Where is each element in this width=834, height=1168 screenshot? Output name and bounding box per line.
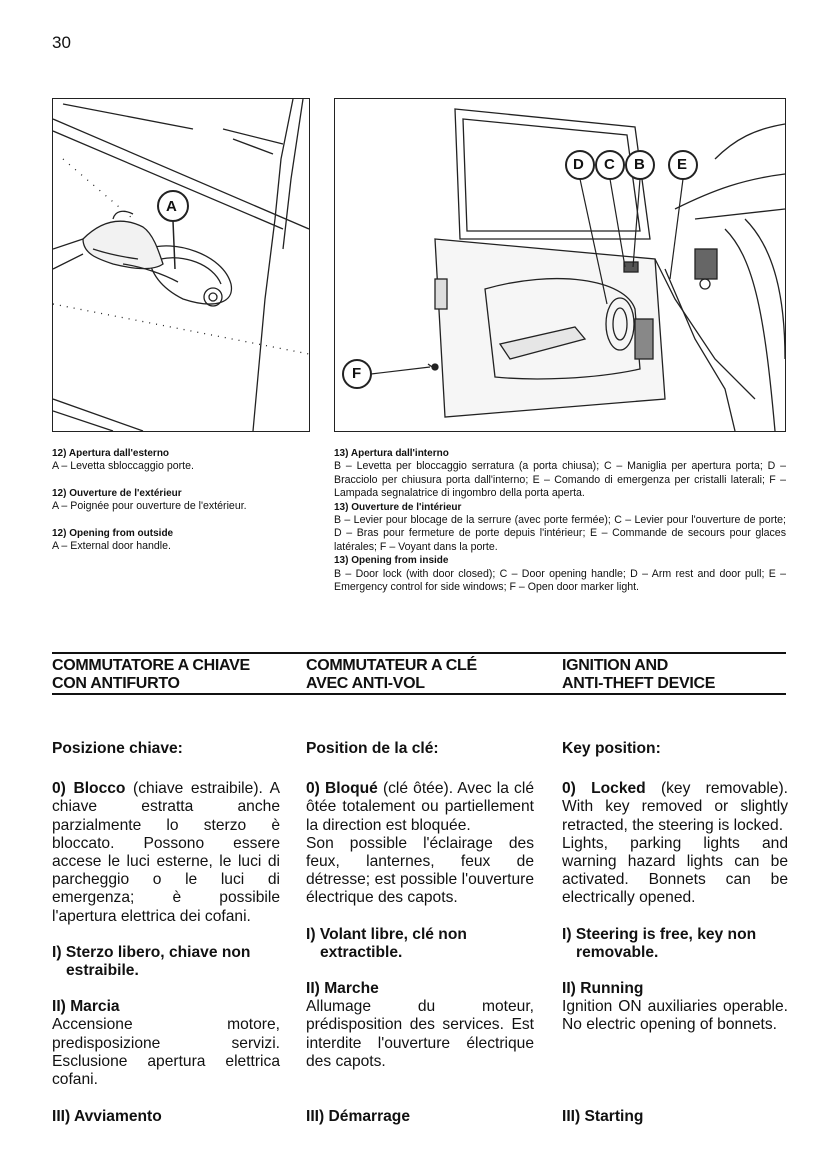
caption-13-en-heading: 13) Opening from inside (334, 555, 449, 567)
position-3-heading-fr: III) Démarrage (306, 1108, 411, 1125)
caption-12-it-heading: 12) Apertura dall'esterno (52, 448, 170, 459)
caption-12-fr-text: A – Poignée pour ouverture de l'extérieur. (52, 500, 247, 513)
position-2-heading: II) Marche (306, 980, 379, 998)
key-position-heading: Position de la clé: (306, 740, 439, 757)
column-english (562, 740, 788, 1035)
position-0-paragraph: 0) Bloqué (clé ôtée). Avec la clé ôtée totalement ou partiellement la direction est bloquée. (306, 780, 534, 834)
callout-e-label: E (677, 156, 688, 173)
position-2-text: Accensione motore, predisposizione servizi. Esclusione apertura elettrica cofani. (52, 1016, 280, 1089)
callout-c-label: C (604, 156, 615, 173)
position-0-paragraph: 0) Blocco (chiave estraibile). A chiave estratta anche parzialmente lo sterzo è bloccato. Possono essere accese le luci esterne, le luci di parcheggio o le luci di emergenza; è possibile l'apertura elettrica dei cofani. (52, 780, 280, 925)
section-rule-top (52, 652, 786, 654)
key-position-heading: Key position: (562, 740, 661, 757)
key-position-heading: Posizione chiave: (52, 740, 183, 757)
caption-12-it-text: A – Levetta sbloccaggio porte. (52, 460, 194, 473)
figure-13-interior-door (334, 98, 786, 432)
door-handle-illustration (53, 99, 309, 431)
section-title-it: COMMUTATORE A CHIAVE CON ANTIFURTO (52, 657, 250, 692)
section-title-fr: COMMUTATEUR A CLÉ AVEC ANTI-VOL (306, 657, 477, 692)
figure-12-exterior-handle (52, 98, 310, 432)
position-3-heading-en: III) Starting (562, 1108, 644, 1125)
callout-b-label: B (634, 156, 645, 173)
caption-13-fr-heading: 13) Ouverture de l'intérieur (334, 501, 462, 513)
caption-12-en-heading: 12) Opening from outside (52, 527, 174, 539)
section-rule-bottom (52, 693, 786, 695)
position-2-text: Allumage du moteur, prédisposition des services. Est interdite l'ouverture électrique des capots. (306, 998, 534, 1070)
position-2-heading: II) Running (562, 980, 644, 998)
position-3-heading-it: III) Avviamento (52, 1108, 162, 1125)
section-title-en: IGNITION AND ANTI-THEFT DEVICE (562, 657, 716, 692)
caption-13-it-heading: 13) Apertura dall'interno (334, 448, 449, 459)
caption-12-fr-heading: 12) Ouverture de l'extérieur (52, 487, 182, 499)
position-0-paragraph-2: Lights, parking lights and warning hazard lights can be activated. Bonnets can be electrically opened. (562, 834, 788, 907)
column-french (306, 740, 534, 1071)
door-interior-illustration (335, 99, 785, 431)
caption-13-en-text: B – Door lock (with door closed); C – Door opening handle; D – Arm rest and door pull; E – Emergency control for side windows; F – Open door marker light. (334, 567, 786, 594)
callout-d-label: D (573, 156, 584, 173)
page-number: 30 (52, 33, 71, 52)
position-1-heading: I) Steering is free, key non removable. (562, 925, 757, 961)
figure-13-captions (334, 447, 786, 594)
position-2-heading: II) Marcia (52, 998, 120, 1016)
column-italian (52, 740, 280, 1089)
position-1-heading: I) Volant libre, clé non extractible. (306, 925, 467, 961)
callout-f-label: F (352, 365, 362, 382)
position-2-text: Ignition ON auxiliaries operable. No electric opening of bonnets. (562, 998, 788, 1034)
caption-13-it-text: B – Levetta per bloccaggio serratura (a porta chiusa); C – Maniglia per apertura porta; D – Bracciolo per chiusura porta dall'interno; E – Comando di emergenza per cristalli laterali; F – Lampada segnalatrice di ingombro della porta aperta. (334, 460, 786, 500)
position-0-paragraph: 0) Locked (key removable). With key removed or slightly retracted, the steering is locked. (562, 780, 788, 834)
position-0-paragraph-2: Son possible l'éclairage des feux, lanternes, feux de détresse; est possible l'ouverture électrique des capots. (306, 834, 534, 907)
position-1-heading: I) Sterzo libero, chiave non estraibile. (52, 943, 251, 980)
figure-12-captions (52, 447, 308, 553)
caption-13-fr-text: B – Levier pour blocage de la serrure (avec porte fermée); C – Levier pour l'ouverture de porte; D – Bras pour fermeture de porte depuis l'intérieur; E – Commande de secours pour glaces latérales; F – Voyant dans la porte. (334, 514, 786, 553)
caption-12-en-text: A – External door handle. (52, 540, 171, 553)
callout-a-label: A (166, 198, 177, 215)
